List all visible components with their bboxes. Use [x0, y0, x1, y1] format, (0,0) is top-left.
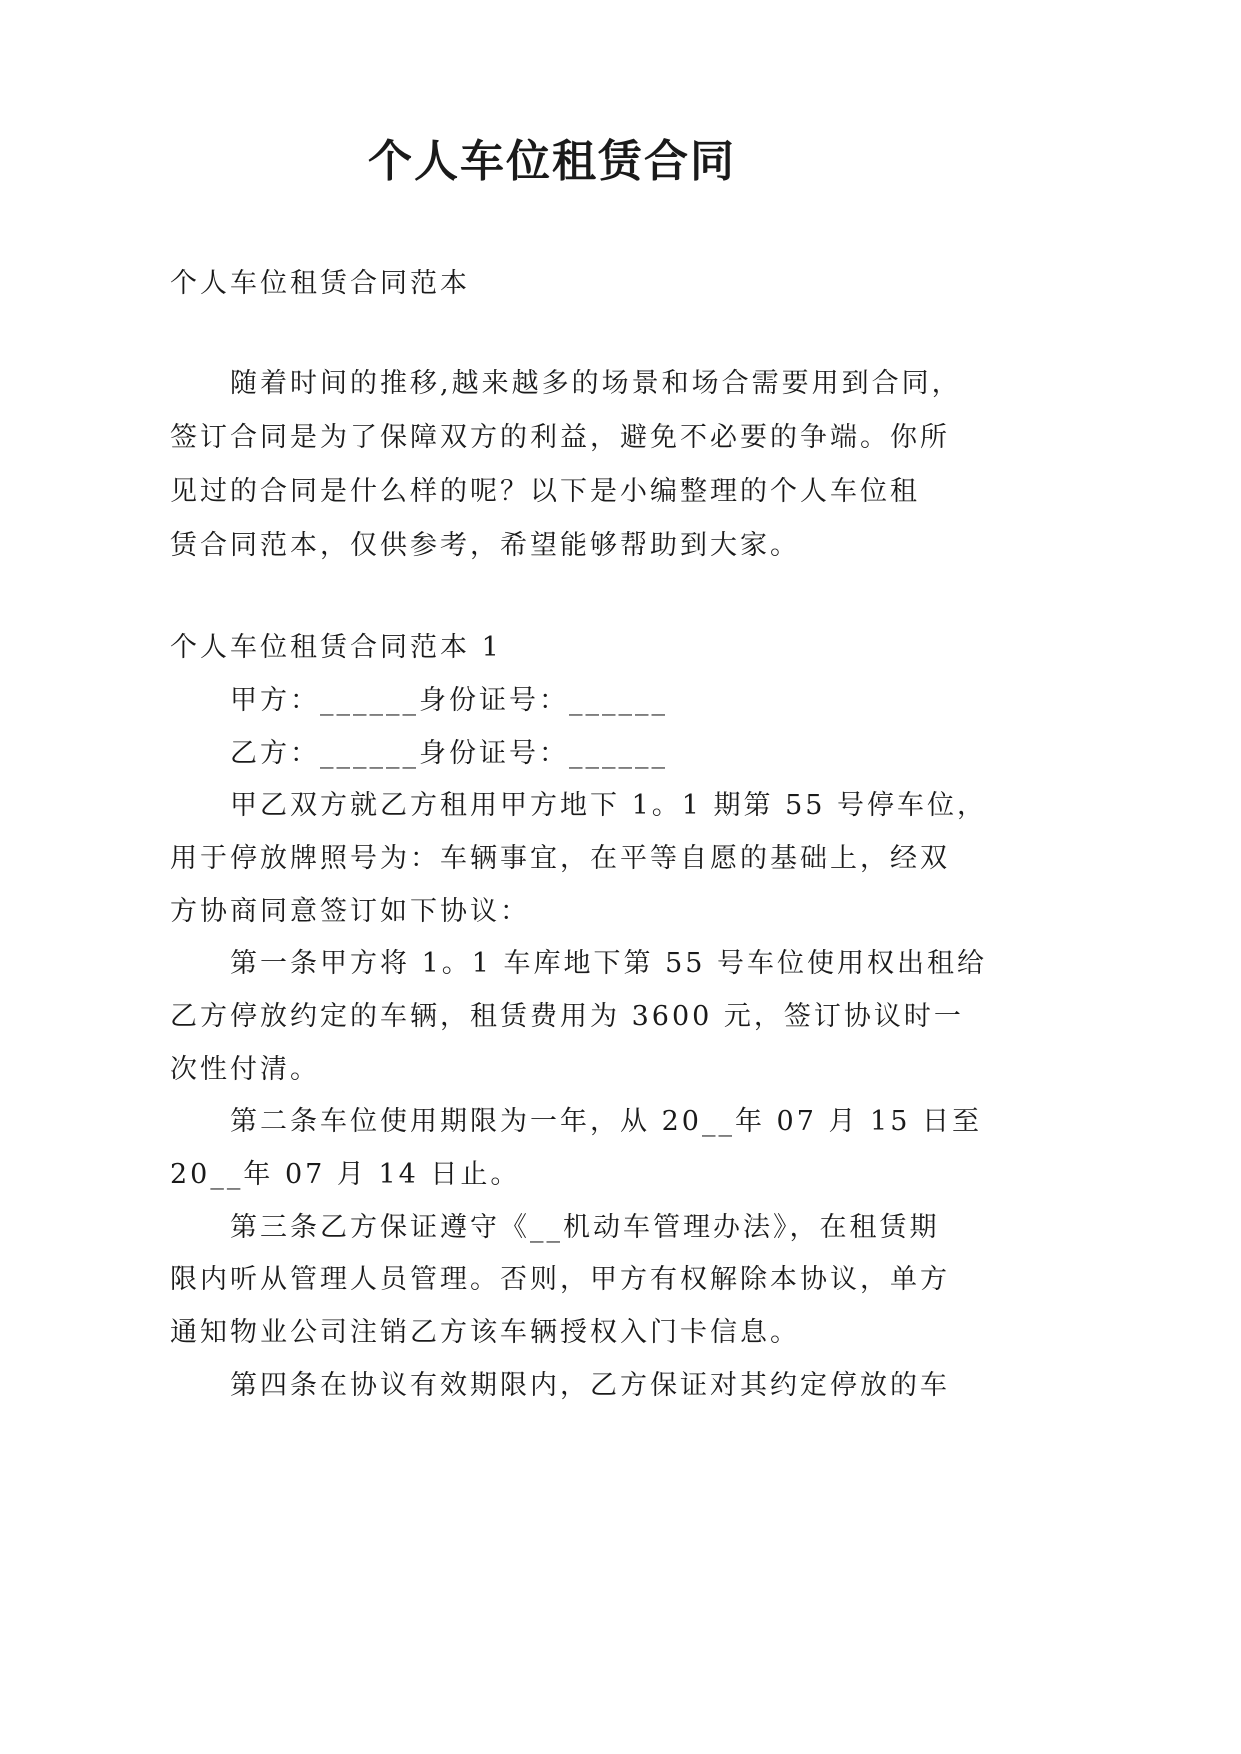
document-title: 个人车位租赁合同: [368, 136, 736, 187]
article-2-line-1: 第二条车位使用期限为一年，从 20__年 07 月 15 日至: [230, 1106, 982, 1137]
sample-heading: 个人车位租赁合同范本 1: [170, 632, 502, 663]
article-1-line-1: 第一条甲方将 1。1 车库地下第 55 号车位使用权出租给: [230, 948, 988, 979]
article-2-line-2: 20__年 07 月 14 日止。: [170, 1159, 521, 1190]
article-1-line-2: 乙方停放约定的车辆，租赁费用为 3600 元，签订协议时一: [170, 1001, 964, 1032]
preamble-line-3: 方协商同意签订如下协议：: [170, 896, 530, 927]
article-3-line-2: 限内听从管理人员管理。否则，甲方有权解除本协议，单方: [170, 1264, 950, 1295]
article-1-line-3: 次性付清。: [170, 1054, 320, 1085]
preamble-line-1: 甲乙双方就乙方租用甲方地下 1。1 期第 55 号停车位，: [230, 790, 988, 821]
article-3-line-3: 通知物业公司注销乙方该车辆授权入门卡信息。: [170, 1317, 800, 1348]
preamble-line-2: 用于停放牌照号为：车辆事宜，在平等自愿的基础上，经双: [170, 843, 950, 874]
intro-line-2: 签订合同是为了保障双方的利益，避免不必要的争端。你所: [170, 422, 950, 453]
party-b-line: 乙方：______身份证号：______: [230, 738, 668, 769]
article-4-line-1: 第四条在协议有效期限内，乙方保证对其约定停放的车: [230, 1370, 950, 1401]
intro-line-4: 赁合同范本，仅供参考，希望能够帮助到大家。: [170, 530, 800, 561]
document-subtitle: 个人车位租赁合同范本: [170, 268, 470, 299]
intro-line-1: 随着时间的推移,越来越多的场景和场合需要用到合同，: [230, 368, 962, 399]
party-a-line: 甲方：______身份证号：______: [230, 685, 668, 716]
article-3-line-1: 第三条乙方保证遵守《__机动车管理办法》，在租赁期: [230, 1212, 940, 1243]
intro-line-3: 见过的合同是什么样的呢？以下是小编整理的个人车位租: [170, 476, 920, 507]
